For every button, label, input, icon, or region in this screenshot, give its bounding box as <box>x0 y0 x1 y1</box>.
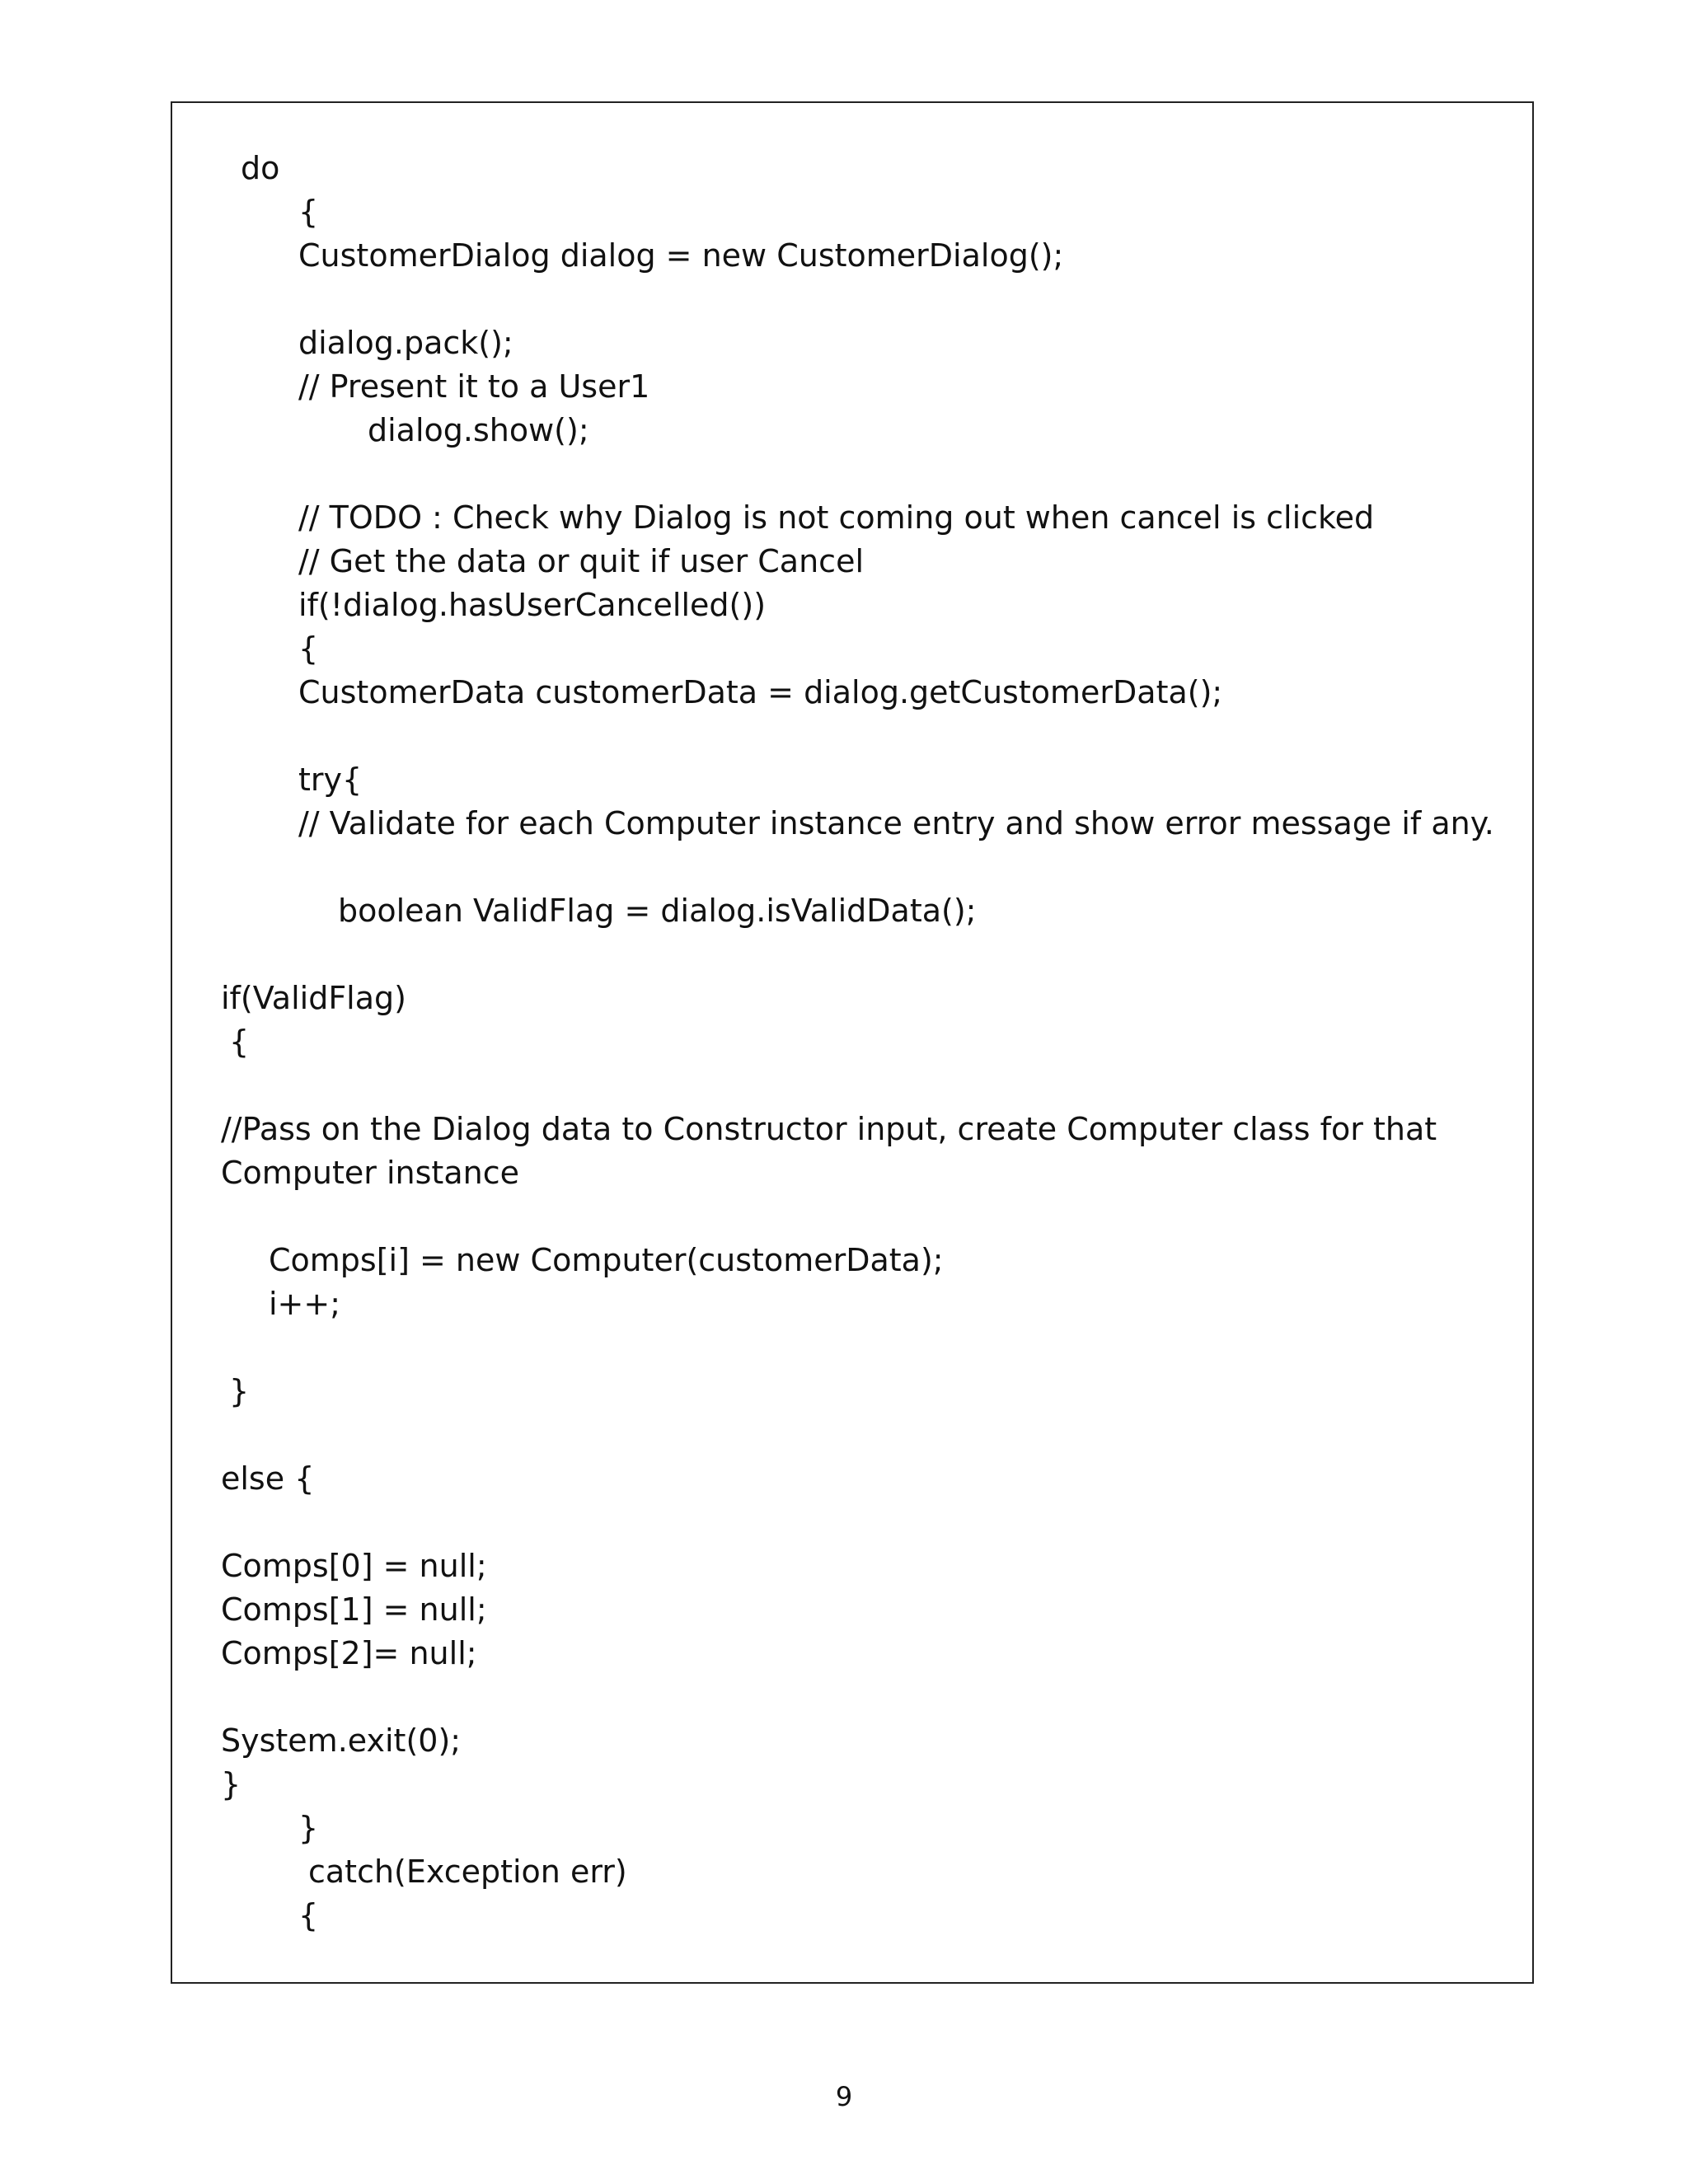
code-line-10: { <box>298 630 319 667</box>
code-line-15: if(ValidFlag) <box>221 980 406 1016</box>
code-line-13: // Validate for each Computer instance entry and show error message if any. <box>298 805 1494 841</box>
code-line-21: } <box>229 1373 250 1409</box>
code-line-25: Comps[2]= null; <box>221 1635 477 1671</box>
code-line-27: } <box>221 1766 241 1802</box>
code-line-11: CustomerData customerData = dialog.getCustomerData(); <box>298 674 1223 710</box>
code-line-26: System.exit(0); <box>221 1722 462 1759</box>
code-line-1: do <box>241 150 280 186</box>
code-line-3: CustomerDialog dialog = new CustomerDialog(); <box>298 237 1064 274</box>
code-line-16: { <box>229 1024 250 1060</box>
code-line-2: { <box>298 194 319 230</box>
code-line-6: dialog.show(); <box>368 412 589 448</box>
code-line-30: { <box>298 1897 319 1933</box>
code-line-9: if(!dialog.hasUserCancelled()) <box>298 587 767 623</box>
code-line-29: catch(Exception err) <box>308 1854 627 1890</box>
code-line-28: } <box>298 1810 319 1846</box>
code-line-14: boolean ValidFlag = dialog.isValidData(); <box>338 893 977 929</box>
code-line-12: try{ <box>298 762 363 798</box>
code-line-23: Comps[0] = null; <box>221 1548 487 1584</box>
code-line-17: //Pass on the Dialog data to Constructor input, create Computer class for that <box>221 1111 1437 1147</box>
page-number: 9 <box>835 2081 853 2112</box>
code-line-22: else { <box>221 1460 315 1497</box>
code-line-5: // Present it to a User1 <box>298 368 650 405</box>
code-line-7: // TODO : Check why Dialog is not coming out when cancel is clicked <box>298 499 1375 536</box>
code-line-18: Computer instance <box>221 1155 519 1191</box>
code-line-24: Comps[1] = null; <box>221 1591 487 1628</box>
code-line-4: dialog.pack(); <box>298 325 513 361</box>
code-line-19: Comps[i] = new Computer(customerData); <box>269 1242 944 1278</box>
code-line-20: i++; <box>269 1286 341 1322</box>
code-line-8: // Get the data or quit if user Cancel <box>298 543 865 579</box>
